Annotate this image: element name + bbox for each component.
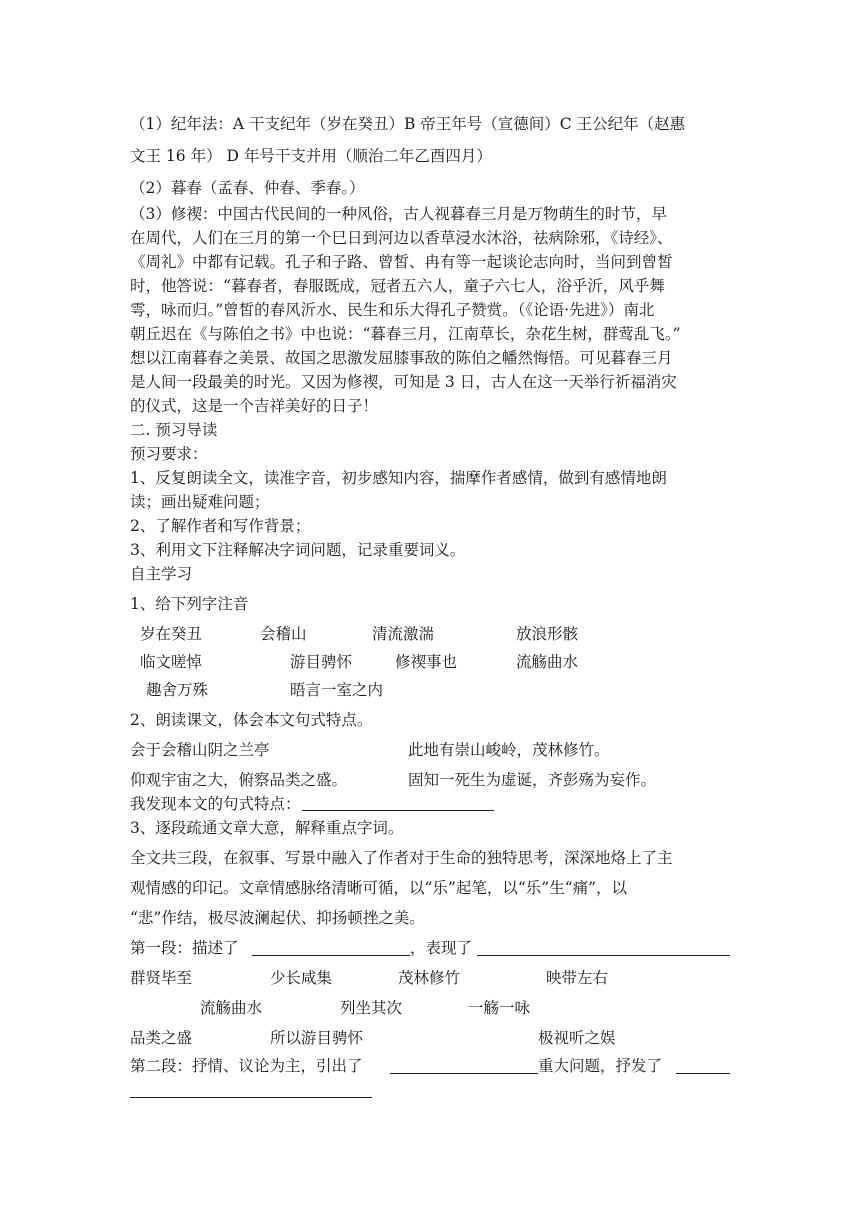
intro-line-4: （3）修禊：中国古代民间的一种风俗，古人视暮春三月是万物萌生的时节，早 xyxy=(130,205,667,223)
para2-blank-1[interactable] xyxy=(390,1073,538,1074)
question-3: 3、逐段疏通文章大意，解释重点字词。 xyxy=(130,819,404,837)
keyword-1: 群贤毕至 xyxy=(130,969,193,987)
sentence-2: 此地有崇山峻岭，茂林修竹。 xyxy=(408,741,610,759)
intro-line-12: 的仪式，这是一个吉祥美好的日子！ xyxy=(130,397,379,415)
keyword-9: 所以游目骋怀 xyxy=(270,1029,364,1047)
intro-line-3: （2）暮春（孟春、仲春、季春。） xyxy=(130,179,365,197)
intro-line-11: 是人间一段最美的时光。又因为修禊，可知是 3 日，古人在这一天举行祈福消灾 xyxy=(130,373,677,391)
pinyin-word-4: 放浪形骸 xyxy=(516,625,579,643)
preview-req-3: 3、利用文下注释解决字词问题，记录重要词义。 xyxy=(130,541,466,559)
keyword-3: 茂林修竹 xyxy=(398,969,461,987)
discover-label: 我发现本文的句式特点： xyxy=(130,795,301,813)
preview-heading: 二. 预习导读 xyxy=(130,421,218,439)
para1-label: 第一段：描述了 xyxy=(130,939,239,957)
para2-label-2: 重大问题，抒发了 xyxy=(538,1057,663,1075)
sentence-4: 固知一死生为虚诞，齐彭殇为妄作。 xyxy=(408,771,657,789)
summary-line-3: “悲”作结，极尽波澜起伏、抑扬顿挫之美。 xyxy=(130,909,425,927)
sentence-1: 会于会稽山阴之兰亭 xyxy=(130,741,270,759)
pinyin-word-5: 临文嗟悼 xyxy=(140,653,203,671)
para1-blank-1[interactable] xyxy=(252,955,410,956)
pinyin-word-9: 趣舍万殊 xyxy=(146,681,209,699)
discover-answer-field[interactable] xyxy=(302,810,494,811)
preview-req-1b: 读；画出疑难问题； xyxy=(130,493,270,511)
intro-line-7: 时，他答说：“暮春者，春服既成，冠者五六人，童子六七人，浴乎沂，风乎舞 xyxy=(130,277,665,295)
para2-blank-2[interactable] xyxy=(676,1073,730,1074)
pinyin-word-2: 会稽山 xyxy=(260,625,307,643)
preview-req-2: 2、了解作者和写作背景； xyxy=(130,517,311,535)
question-2: 2、朗读课文，体会本文句式特点。 xyxy=(130,711,373,729)
sentence-3: 仰观宇宙之大，俯察品类之盛。 xyxy=(130,771,348,789)
pinyin-word-8: 流觞曲水 xyxy=(516,653,579,671)
intro-line-2: 文王 16 年） D 年号干支并用（顺治二年乙酉四月） xyxy=(130,147,492,165)
keyword-8: 品类之盛 xyxy=(130,1029,193,1047)
intro-line-8: 雩，咏而归。”曾皙的春风沂水、民生和乐大得孔子赞赏。（《论语·先进》）南北 xyxy=(130,301,655,319)
preview-req-1a: 1、反复朗读全文，读准字音，初步感知内容，揣摩作者感情，做到有感情地朗 xyxy=(130,469,667,487)
preview-req-title: 预习要求： xyxy=(130,445,208,463)
pinyin-word-3: 清流激湍 xyxy=(372,625,435,643)
para2-blank-3[interactable] xyxy=(130,1097,372,1098)
question-1: 1、给下列字注音 xyxy=(130,595,249,613)
pinyin-word-10: 晤言一室之内 xyxy=(290,681,384,699)
keyword-2: 少长咸集 xyxy=(270,969,333,987)
pinyin-word-1: 岁在癸丑 xyxy=(140,625,203,643)
para2-label: 第二段：抒情、议论为主，引出了 xyxy=(130,1057,363,1075)
self-study-title: 自主学习 xyxy=(130,565,193,583)
keyword-10: 极视听之娱 xyxy=(538,1029,616,1047)
keyword-6: 列坐其次 xyxy=(340,999,403,1017)
para1-label-2: ，表现了 xyxy=(410,939,473,957)
keyword-7: 一觞一咏 xyxy=(468,999,531,1017)
summary-line-2: 观情感的印记。文章情感脉络清晰可循，以“乐”起笔，以“乐”生“痛”，以 xyxy=(130,879,628,897)
intro-line-10: 想以江南暮春之美景、故国之思激发屈膝事敌的陈伯之幡然悔悟。可见暮春三月 xyxy=(130,349,673,367)
keyword-4: 映带左右 xyxy=(546,969,609,987)
pinyin-word-6: 游目骋怀 xyxy=(290,653,353,671)
intro-line-9: 朝丘迟在《与陈伯之书》中也说：“暮春三月，江南草长，杂花生树，群莺乱飞。” xyxy=(130,325,681,343)
intro-line-1: （1）纪年法：A 干支纪年（岁在癸丑）B 帝王年号（宣德间）C 王公纪年（赵惠 xyxy=(130,115,686,133)
summary-line-1: 全文共三段，在叙事、写景中融入了作者对于生命的独特思考，深深地烙上了主 xyxy=(130,849,673,867)
intro-line-5: 在周代，人们在三月的第一个巳日到河边以香草浸水沐浴，祛病除邪，《诗经》、 xyxy=(130,229,673,247)
pinyin-word-7: 修禊事也 xyxy=(395,653,458,671)
para1-blank-2[interactable] xyxy=(477,955,730,956)
intro-line-6: 《周礼》中都有记载。孔子和子路、曾皙、冉有等一起谈论志向时，当问到曾皙 xyxy=(130,253,673,271)
keyword-5: 流觞曲水 xyxy=(200,999,263,1017)
